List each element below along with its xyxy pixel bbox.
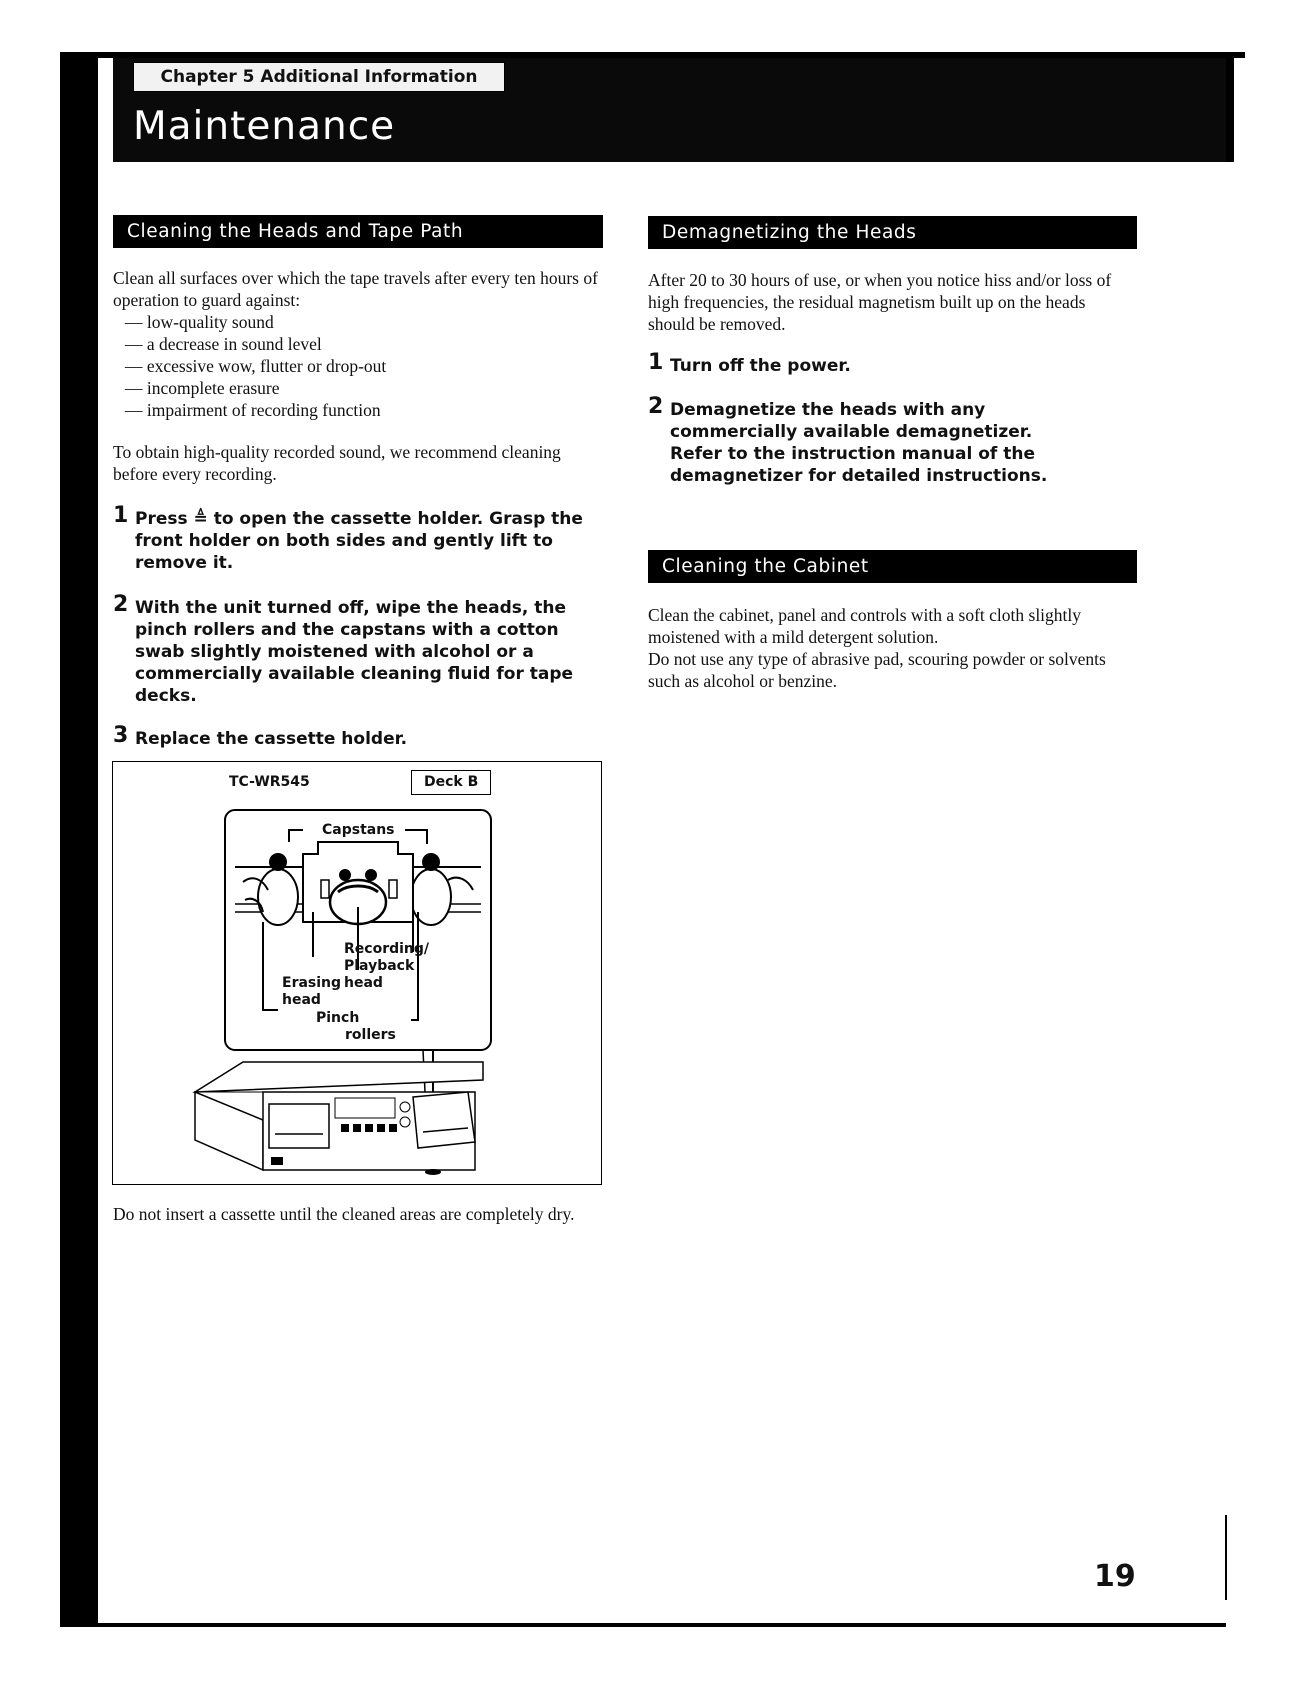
step-text: Turn off the power. bbox=[670, 356, 851, 376]
pinch-rollers-label: Pinch bbox=[316, 1010, 360, 1026]
step-text: With the unit turned off, wipe the heads, the pinch rollers and the capstans with a cotton swab slightly moistened with alcohol or a commercially available cleaning fluid for tape decks. bbox=[135, 598, 574, 706]
demag-step-1 bbox=[648, 350, 1118, 377]
erasing-head-label-head: head bbox=[282, 992, 321, 1008]
recommend-text: To obtain high-quality recorded sound, we recommend cleaning before every recording. bbox=[113, 442, 561, 484]
step-subtext: Refer to the instruction manual of the demagnetizer for detailed instructions. bbox=[670, 444, 1048, 486]
capstans-label: Capstans bbox=[319, 822, 398, 839]
cleaning-intro bbox=[113, 267, 613, 421]
erasing-head-label: Erasing bbox=[282, 975, 342, 991]
list-item: — low-quality sound bbox=[125, 312, 274, 332]
chapter-label: Chapter 5 Additional Information bbox=[133, 62, 505, 92]
step-text: Demagnetize the heads with any commercially available demagnetizer. bbox=[670, 400, 1033, 442]
cabinet-text-1: Clean the cabinet, panel and controls with a soft cloth slightly moistened with a mild detergent solution. bbox=[648, 605, 1082, 647]
cleaning-step-2 bbox=[113, 592, 583, 707]
page-right-tick bbox=[1225, 1515, 1227, 1600]
page-left-border bbox=[60, 52, 98, 1627]
cleaning-step-3 bbox=[113, 723, 583, 750]
page-title: Maintenance bbox=[133, 104, 396, 149]
page-right-border bbox=[1226, 52, 1234, 162]
model-label: TC-WR545 bbox=[229, 774, 310, 790]
list-item: — excessive wow, flutter or drop-out bbox=[125, 356, 387, 376]
section-heading-cleaning-cabinet: Cleaning the Cabinet bbox=[648, 550, 1137, 583]
cleaning-intro-text: Clean all surfaces over which the tape travels after every ten hours of operation to guard against: bbox=[113, 268, 598, 310]
cabinet-text bbox=[648, 604, 1118, 692]
step-number: 1 bbox=[113, 503, 129, 528]
step-text: Press ≜ to open the cassette holder. Grasp the front holder on both sides and gently lift to remove it. bbox=[135, 509, 583, 573]
step-number: 1 bbox=[648, 350, 664, 375]
section-heading-cleaning-heads: Cleaning the Heads and Tape Path bbox=[113, 215, 603, 248]
step-number: 2 bbox=[113, 592, 129, 617]
cleaning-issue-list bbox=[113, 311, 613, 421]
page-bottom-rule bbox=[60, 1623, 1226, 1627]
step-number: 3 bbox=[113, 723, 129, 748]
tape-path-figure bbox=[112, 761, 602, 1185]
recording-head-label: Recording/ Playback bbox=[344, 941, 430, 974]
list-item: — incomplete erasure bbox=[125, 378, 280, 398]
demag-step-2 bbox=[648, 394, 1118, 487]
cleaning-step-1 bbox=[113, 503, 583, 574]
section-heading-demagnetizing: Demagnetizing the Heads bbox=[648, 216, 1137, 249]
list-item: — impairment of recording function bbox=[125, 400, 381, 420]
step-text: Replace the cassette holder. bbox=[135, 729, 408, 749]
list-item: — a decrease in sound level bbox=[125, 334, 322, 354]
recording-head-label-head: head bbox=[344, 975, 383, 991]
deck-b-label: Deck B bbox=[411, 770, 491, 795]
dry-note: Do not insert a cassette until the cleaned areas are completely dry. bbox=[113, 1204, 575, 1224]
page-number: 19 bbox=[1094, 1559, 1136, 1594]
step-number: 2 bbox=[648, 394, 664, 419]
demag-intro: After 20 to 30 hours of use, or when you notice hiss and/or loss of high frequencies, the residual magnetism built up on the heads should be removed. bbox=[648, 270, 1112, 334]
cabinet-text-2: Do not use any type of abrasive pad, scouring powder or solvents such as alcohol or benzine. bbox=[648, 649, 1106, 691]
pinch-rollers-label-rollers: rollers bbox=[345, 1027, 396, 1043]
